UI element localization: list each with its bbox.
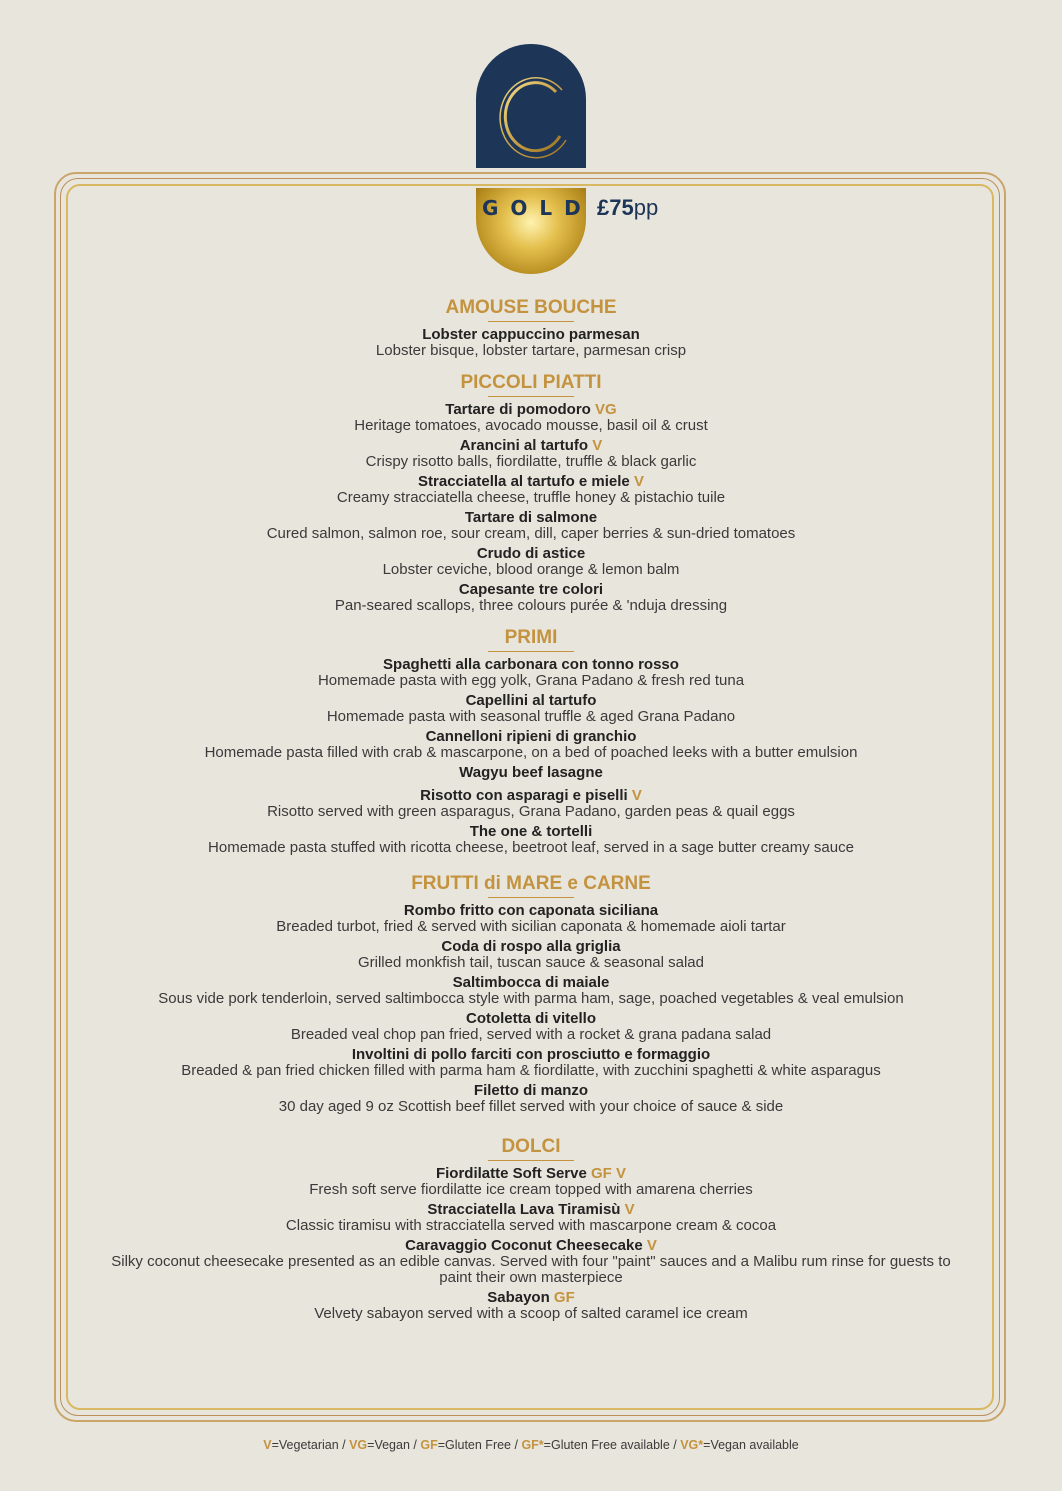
- menu-item: [70, 473, 992, 506]
- menu-item-description: Homemade pasta stuffed with ricotta cheese, beetroot leaf, served in a sage butter creamy sauce: [208, 839, 854, 856]
- menu-section: [70, 296, 992, 359]
- menu-item: [70, 1201, 992, 1234]
- menu-item-description: Silky coconut cheesecake presented as an edible canvas. Served with four "paint" sauces and a Malibu rum rinse for guests to paint their own masterpiece: [111, 1253, 951, 1286]
- menu-item-name: [70, 902, 992, 919]
- dish-name: Stracciatella al tartufo e miele: [418, 473, 630, 490]
- menu-item-name: [70, 1046, 992, 1063]
- menu-item: [70, 1165, 992, 1198]
- section-underline: [488, 1160, 574, 1161]
- menu-item-description: Pan-seared scallops, three colours purée & 'nduja dressing: [334, 597, 728, 614]
- menu-item-description: Cured salmon, salmon roe, sour cream, dill, caper berries & sun-dried tomatoes: [266, 525, 796, 542]
- dish-name: Arancini al tartufo: [459, 437, 589, 454]
- menu-item: [70, 938, 992, 971]
- legend-key: VG: [349, 1438, 368, 1452]
- legend-separator: /: [669, 1438, 681, 1452]
- menu-item-name: [70, 473, 992, 490]
- menu-item-name: [70, 764, 992, 781]
- menu-item: [70, 728, 992, 761]
- legend-key: GF*: [521, 1438, 544, 1452]
- dish-name: Coda di rospo alla griglia: [441, 938, 621, 955]
- menu-item-description: Creamy stracciatella cheese, truffle honey & pistachio tuile: [336, 489, 726, 506]
- section-title: DOLCI: [501, 1136, 561, 1157]
- menu-item-description: Lobster ceviche, blood orange & lemon balm: [382, 561, 680, 578]
- section-underline: [488, 321, 574, 322]
- dish-name: Fiordilatte Soft Serve: [435, 1165, 587, 1182]
- menu-item: [70, 437, 992, 470]
- menu-section: [70, 872, 992, 1115]
- legend-text: =Gluten Free available: [543, 1438, 670, 1452]
- dietary-legend: [0, 1438, 1062, 1452]
- brand-word: GOLD: [482, 196, 593, 220]
- dietary-tag: V: [631, 787, 642, 804]
- legend-separator: /: [338, 1438, 350, 1452]
- legend-text: =Gluten Free: [437, 1438, 512, 1452]
- section-title: AMOUSE BOUCHE: [445, 297, 617, 318]
- dish-name: The one & tortelli: [469, 823, 593, 840]
- menu-item-name: [70, 326, 992, 343]
- menu-item-name: [70, 1082, 992, 1099]
- menu-item: [70, 509, 992, 542]
- menu-item-description: Lobster bisque, lobster tartare, parmesan crisp: [375, 342, 687, 359]
- menu-item-name: [70, 823, 992, 840]
- menu-item-name: [70, 692, 992, 709]
- legend-key: V: [263, 1438, 272, 1452]
- menu-item-description: Classic tiramisu with stracciatella served with mascarpone cream & cocoa: [285, 1217, 777, 1234]
- dish-name: Wagyu beef lasagne: [459, 764, 603, 781]
- menu-item: [70, 581, 992, 614]
- dish-name: Spaghetti alla carbonara con tonno rosso: [383, 656, 679, 673]
- price-amount: £75: [597, 195, 634, 220]
- menu-item-name: [70, 1010, 992, 1027]
- legend-separator: /: [511, 1438, 522, 1452]
- dish-name: Crudo di astice: [476, 545, 586, 562]
- menu-item-name: [70, 1201, 992, 1218]
- legend-separator: /: [409, 1438, 421, 1452]
- menu-item-name: [70, 437, 992, 454]
- dietary-tag: V: [624, 1201, 635, 1218]
- price-unit: pp: [633, 195, 659, 220]
- menu-item-name: [70, 1165, 992, 1182]
- dish-name: Tartare di salmone: [464, 509, 598, 526]
- menu-item: [70, 1046, 992, 1079]
- menu-item: [70, 326, 992, 359]
- dish-name: Caravaggio Coconut Cheesecake: [405, 1237, 643, 1254]
- dish-name: Risotto con asparagi e piselli: [420, 787, 628, 804]
- section-underline: [488, 396, 574, 397]
- dietary-tag: GF: [553, 1289, 575, 1306]
- menu-item-description: Breaded turbot, fried & served with sicilian caponata & homemade aioli tartar: [276, 918, 786, 935]
- legend-text: =Vegetarian: [271, 1438, 339, 1452]
- section-title: PICCOLI PIATTI: [460, 372, 602, 393]
- dish-name: Sabayon: [487, 1289, 550, 1306]
- menu-section: [70, 1135, 992, 1322]
- dish-name: Rombo fritto con caponata siciliana: [403, 902, 659, 919]
- menu-item-name: [70, 938, 992, 955]
- dietary-tag: V: [592, 437, 603, 454]
- menu-content: [70, 296, 992, 1325]
- dish-name: Capesante tre colori: [458, 581, 604, 598]
- dish-name: Capellini al tartufo: [465, 692, 597, 709]
- dish-name: Tartare di pomodoro: [445, 401, 591, 418]
- menu-item-description: Velvety sabayon served with a scoop of salted caramel ice cream: [314, 1305, 748, 1322]
- menu-item: [70, 1082, 992, 1115]
- menu-section: [70, 371, 992, 614]
- dish-name: Saltimbocca di maiale: [452, 974, 610, 991]
- menu-item: [70, 902, 992, 935]
- dish-name: Cotoletta di vitello: [465, 1010, 596, 1027]
- menu-item-description: Breaded veal chop pan fried, served with a rocket & grana padana salad: [290, 1026, 772, 1043]
- dietary-tag: V: [646, 1237, 657, 1254]
- dish-name: Cannelloni ripieni di granchio: [425, 728, 637, 745]
- menu-item-name: [70, 787, 992, 804]
- dietary-tag: GF V: [591, 1165, 627, 1182]
- menu-item: [70, 401, 992, 434]
- menu-item: [70, 974, 992, 1007]
- menu-item-description: Homemade pasta filled with crab & mascarpone, on a bed of poached leeks with a butter emulsion: [204, 744, 858, 761]
- menu-item-name: [70, 401, 992, 418]
- menu-item-description: Risotto served with green asparagus, Grana Padano, garden peas & quail eggs: [267, 803, 795, 820]
- menu-item: [70, 545, 992, 578]
- dish-name: Filetto di manzo: [473, 1082, 589, 1099]
- menu-item-description: Heritage tomatoes, avocado mousse, basil oil & crust: [354, 417, 708, 434]
- menu-item: [70, 1289, 992, 1322]
- menu-item-name: [70, 509, 992, 526]
- section-title: FRUTTI di MARE e CARNE: [411, 873, 651, 894]
- menu-item: [70, 1010, 992, 1043]
- legend-key: VG*: [680, 1438, 704, 1452]
- menu-item-name: [70, 728, 992, 745]
- menu-section: [70, 626, 992, 856]
- section-underline: [488, 897, 574, 898]
- brand-logo-arch: [476, 44, 586, 168]
- dish-name: Stracciatella Lava Tiramisù: [427, 1201, 621, 1218]
- menu-item: [70, 787, 992, 820]
- dish-name: Involtini di pollo farciti con prosciutto e formaggio: [351, 1046, 711, 1063]
- menu-item-name: [70, 656, 992, 673]
- menu-item-description: Crispy risotto balls, fiordilatte, truffle & black garlic: [365, 453, 697, 470]
- menu-item-description: Fresh soft serve fiordilatte ice cream topped with amarena cherries: [309, 1181, 753, 1198]
- menu-item-description: Sous vide pork tenderloin, served saltimbocca style with parma ham, sage, poached vegetables & veal emulsion: [158, 990, 904, 1007]
- menu-item: [70, 764, 992, 781]
- legend-key: GF: [420, 1438, 438, 1452]
- menu-item-name: [70, 581, 992, 598]
- menu-item-name: [70, 1289, 992, 1306]
- section-underline: [488, 651, 574, 652]
- menu-item: [70, 1237, 992, 1286]
- section-title: PRIMI: [504, 627, 558, 648]
- menu-item-name: [70, 545, 992, 562]
- dish-name: Lobster cappuccino parmesan: [422, 326, 640, 343]
- dietary-tag: VG: [595, 401, 617, 418]
- menu-item-description: Grilled monkfish tail, tuscan sauce & seasonal salad: [357, 954, 704, 971]
- menu-item-description: 30 day aged 9 oz Scottish beef fillet served with your choice of sauce & side: [278, 1098, 784, 1115]
- menu-item: [70, 656, 992, 689]
- menu-item-name: [70, 1237, 992, 1254]
- menu-item-description: Homemade pasta with seasonal truffle & aged Grana Padano: [326, 708, 736, 725]
- menu-item-description: Homemade pasta with egg yolk, Grana Padano & fresh red tuna: [317, 672, 745, 689]
- legend-text: =Vegan available: [703, 1438, 799, 1452]
- menu-item-name: [70, 974, 992, 991]
- legend-text: =Vegan: [367, 1438, 410, 1452]
- menu-item: [70, 823, 992, 856]
- menu-item: [70, 692, 992, 725]
- g-monogram-icon: [476, 44, 586, 168]
- menu-item-description: Breaded & pan fried chicken filled with parma ham & fiordilatte, with zucchini spaghetti & white asparagus: [181, 1062, 881, 1079]
- dietary-tag: V: [633, 473, 644, 490]
- price-per-person: [597, 195, 658, 221]
